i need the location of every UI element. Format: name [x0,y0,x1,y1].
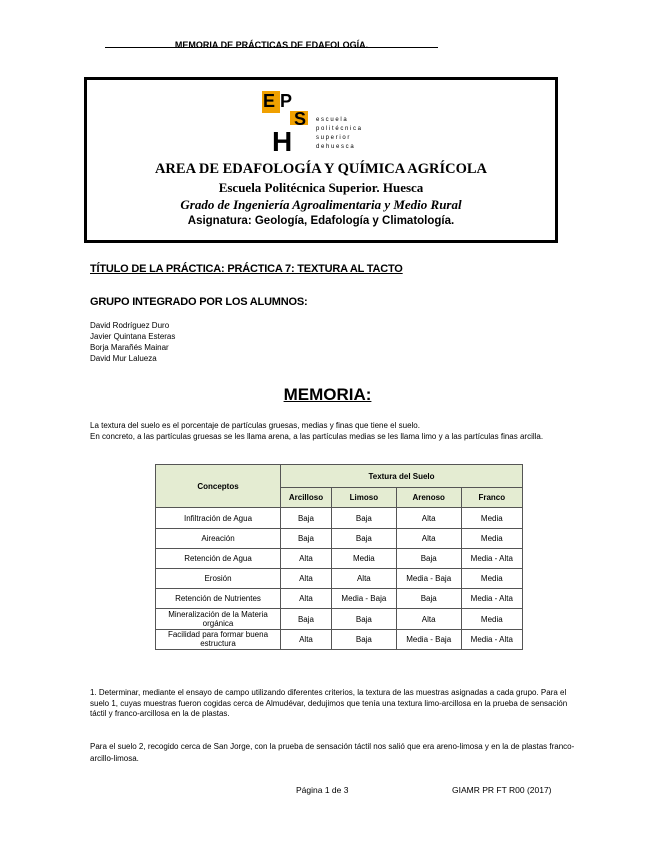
table-cell: Baja [281,528,332,548]
paragraph-1: 1. Determinar, mediante el ensayo de campo utilizando diferentes criterios, la textura de las muestras asignadas a cada grupo. Para el suelo 1, cuyas muestras fueron cogidas cerca de Almudévar, dedujimos que tenía una textura limo-arcillosa en la prueba de sensación táctil y franco-arcillosa en la de plastas. [90,688,568,718]
school-logo [262,85,402,157]
table-cell-concept: Retención de Agua [156,548,281,568]
area-title: AREA DE EDAFOLOGÍA Y QUÍMICA AGRÍCOLA [154,161,488,177]
logo-letter-e: E [263,91,276,111]
table-cell: Media - Baja [396,629,461,649]
table-cell: Media - Baja [396,569,461,589]
table-cell: Baja [331,629,396,649]
table-cell: Baja [281,508,332,528]
student-name: David Rodríguez Duro [90,321,170,330]
degree-name: Grado de Ingeniería Agroalimentaria y Medio Rural [180,197,462,212]
table-row [156,508,523,528]
page-number: Página 1 de 3 [296,785,349,795]
table-cell: Alta [281,548,332,568]
table-row [156,528,523,548]
student-name: David Mur Lalueza [90,354,157,363]
intro-text [90,420,568,442]
practice-title: TÍTULO DE LA PRÁCTICA: PRÁCTICA 7: TEXTURA AL TACTO [90,263,403,275]
table-cell: Alta [396,508,461,528]
table-header-group: Textura del Suelo [281,465,523,488]
table-cell-concept: Facilidad para formar buena estructura [156,629,281,649]
table-row [156,629,523,649]
table-cell: Media - Alta [461,589,522,609]
table-cell: Baja [281,609,332,629]
logo-letter-s: S [294,109,307,129]
table-cell-concept: Infiltración de Agua [156,508,281,528]
table-cell: Alta [396,528,461,548]
document-header-title: MEMORIA DE PRÁCTICAS DE EDAFOLOGÍA. [174,40,369,50]
table-cell: Alta [331,569,396,589]
logo-word-2: p o l i t é c n i c a [316,126,362,132]
school-name: Escuela Politécnica Superior. Huesca [218,180,424,195]
table-cell: Baja [331,508,396,528]
table-cell-concept: Retención de Nutrientes [156,589,281,609]
table-cell-concept: Mineralización de la Materia orgánica [156,609,281,629]
logo-word-3: s u p e r i o r [316,135,350,141]
table-cell: Media - Baja [331,589,396,609]
table-row [156,569,523,589]
table-row [156,589,523,609]
table-cell: Baja [396,548,461,568]
table-cell: Media [461,609,522,629]
table-cell: Baja [331,528,396,548]
intro-line: En concreto, a las partículas gruesas se les llama arena, a las partículas medias se les llama limo y a las partículas finas arcilla. [90,432,544,441]
table-row [156,609,523,629]
table-header-concepts: Conceptos [156,465,281,508]
table-cell: Media [461,528,522,548]
table-header-column: Franco [461,488,522,508]
document-code: GIAMR PR FT R00 (2017) [452,785,552,795]
table-cell: Media [461,569,522,589]
table-cell: Alta [396,609,461,629]
table-cell-concept: Erosión [156,569,281,589]
table-cell: Baja [331,609,396,629]
table-cell: Media [461,508,522,528]
table-cell: Media [331,548,396,568]
logo-word-1: e s c u e l a [316,117,347,123]
subject-name: Asignatura: Geología, Edafología y Climatología. [187,215,455,227]
table-header-column: Arcilloso [281,488,332,508]
memoria-heading: MEMORIA: [283,385,372,404]
table-cell: Alta [281,569,332,589]
logo-letter-p: P [280,91,293,111]
paragraph-2: Para el suelo 2, recogido cerca de San Jorge, con la prueba de sensación táctil nos salió que era areno-limosa y en la de plastas franco-arcillo-limosa. [90,742,575,763]
student-name: Borja Marañés Mainar [90,343,169,352]
table-cell: Media - Alta [461,629,522,649]
header-rule [105,47,438,48]
table-row [156,548,523,568]
student-list [90,320,175,364]
texture-table [155,464,523,650]
table-header-column: Arenoso [396,488,461,508]
table-cell: Alta [281,629,332,649]
table-cell: Baja [396,589,461,609]
logo-word-4: d e h u e s c a [316,144,354,150]
logo-letter-h: H [272,126,293,157]
group-heading: GRUPO INTEGRADO POR LOS ALUMNOS: [90,296,308,308]
intro-line: La textura del suelo es el porcentaje de partículas gruesas, medias y finas que tiene el suelo. [90,421,420,430]
table-cell: Media - Alta [461,548,522,568]
table-cell: Alta [281,589,332,609]
table-header-column: Limoso [331,488,396,508]
table-cell-concept: Aireación [156,528,281,548]
student-name: Javier Quintana Esteras [90,332,176,341]
